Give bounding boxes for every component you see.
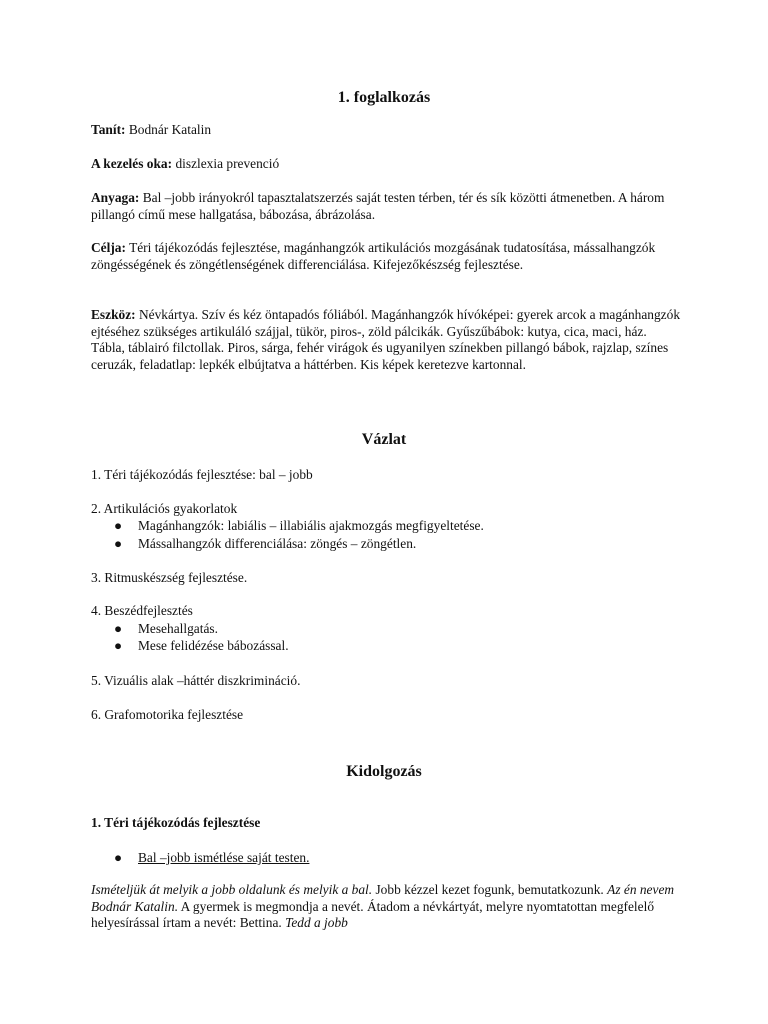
reason-value: diszlexia prevenció	[175, 156, 280, 171]
goal-value: Téri tájékozódás fejlesztése, magánhangzók artikulációs mozgásának tudatosítása, mássalhangzók zöngésségének és zöngétlenségének differenciálása. Kifejezőkészség fejlesztése.	[91, 240, 656, 272]
outline-item-4-bullet-1: ● Mesehallgatás.	[114, 621, 218, 636]
material-paragraph	[91, 190, 683, 223]
elaboration-heading: Kidolgozás	[346, 763, 422, 780]
material-label: Anyaga:	[91, 190, 140, 205]
bullet-icon: ●	[114, 536, 123, 551]
elaboration-paragraph: Ismételjük át melyik a jobb oldalunk és melyik a bal. Jobb kézzel kezet fogunk, bemutatkozunk. Az én nevem Bodnár Katalin. A gyermek is megmondja a nevét. Átadom a névkártyát, melyre nyomtatottan megfelelő helyesírással írtam a nevét: Bettina. Tedd a jobb	[91, 882, 675, 931]
teacher-line	[91, 122, 683, 139]
goal-label: Célja:	[91, 240, 126, 255]
outline-item-5: 5. Vizuális alak –háttér diszkrimináció.	[91, 673, 301, 688]
teacher-value: Bodnár Katalin	[128, 122, 212, 137]
bullet-icon: ●	[114, 621, 123, 636]
tools-paragraph	[91, 307, 683, 373]
bullet-icon: ●	[114, 850, 123, 865]
teacher-label: Tanít:	[91, 122, 126, 137]
outline-heading: Vázlat	[361, 431, 407, 448]
goal-paragraph	[91, 240, 683, 273]
reason-label: A kezelés oka:	[91, 156, 173, 171]
outline-item-2: 2. Artikulációs gyakorlatok	[91, 501, 238, 516]
outline-item-4: 4. Beszédfejlesztés	[91, 603, 193, 618]
tools-value: Névkártya. Szív és kéz öntapadós fóliából. Magánhangzók hívóképei: gyerek arcok a magánhangzók ejtéséhez szükséges artikuláló szájjal, tükör, piros-, zöld pálcikák. Gyűszűbábok: kutya, cica, maci, ház. Tábla, táblairó filctollak. Piros, sárga, fehér virágok és ugyanilyen színekben pillangó bábok, rajzlap, színes ceruzák, feladatlap: lepkék elbújtatva a háttérben. Kis képek keretezve kartonnal.	[91, 307, 681, 372]
outline-item-4-bullet-2: ● Mese felidézése bábozással.	[114, 638, 289, 653]
outline-item-3: 3. Ritmuskészség fejlesztése.	[91, 570, 248, 585]
outline-item-1: 1. Téri tájékozódás fejlesztése: bal – jobb	[91, 467, 313, 482]
material-value: Bal –jobb irányokról tapasztalatszerzés saját testen térben, tér és sík közötti átmenetben. A három pillangó című mese hallgatása, bábozása, ábrázolása.	[91, 190, 665, 222]
outline-item-6: 6. Grafomotorika fejlesztése	[91, 707, 244, 722]
bullet-icon: ●	[114, 638, 123, 653]
elaboration-bullet-1: ● Bal –jobb ismétlése saját testen.	[114, 850, 310, 865]
bullet-icon: ●	[114, 518, 123, 533]
tools-label: Eszköz:	[91, 307, 136, 322]
outline-item-2-bullet-1: ● Magánhangzók: labiális – illabiális ajakmozgás megfigyeltetése.	[114, 518, 484, 533]
page-title: 1. foglalkozás	[337, 89, 431, 106]
reason-line	[91, 156, 683, 173]
outline-item-2-bullet-2: ● Mássalhangzók differenciálása: zöngés – zöngétlen.	[114, 536, 417, 551]
elaboration-section-1-title: 1. Téri tájékozódás fejlesztése	[91, 815, 261, 830]
